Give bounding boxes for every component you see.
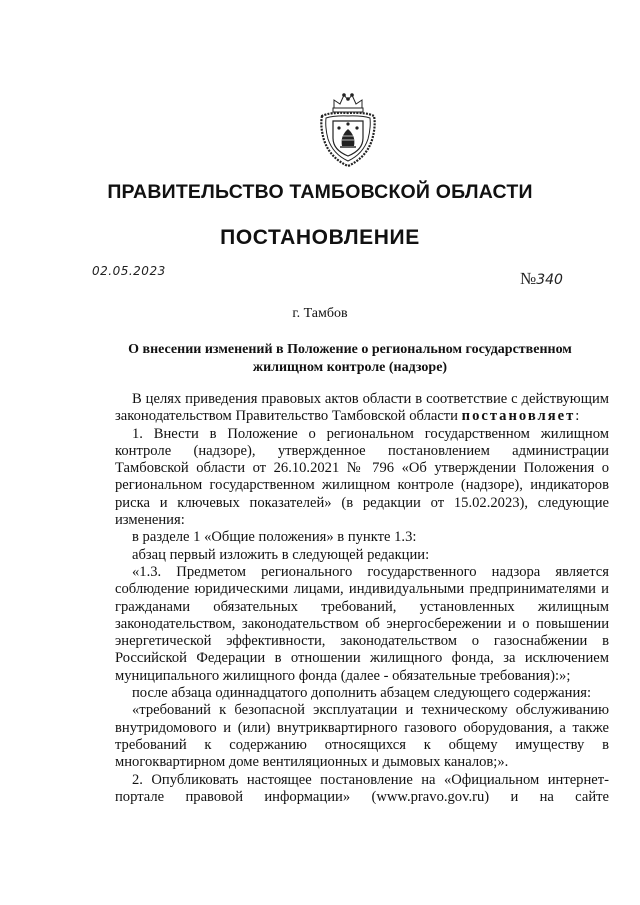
decree-date: 02.05.2023 bbox=[92, 264, 166, 278]
paragraph-1: 1. Внести в Положение о региональном государственном жилищном контроле (надзоре), утвержденное постановлением администрации Тамбовской области от 26.10.2021 № 796 «Об утверждении Положения о региональном государственном жилищном контроле (надзоре), индикаторов риска и ключевых показателей» (в редакции от 15.02.2023), следующие изменения: bbox=[115, 425, 609, 529]
intro-text: В целях приведения правовых актов области в соответствие с действующим законодательством Правительство Тамбовской области bbox=[115, 391, 609, 425]
number-prefix: № bbox=[520, 269, 537, 288]
intro-end: : bbox=[575, 408, 580, 425]
intro-paragraph bbox=[115, 391, 609, 426]
subject-line-1: О внесении изменений в Положение о региональном государственном bbox=[128, 342, 572, 357]
decree-body bbox=[115, 391, 609, 806]
paragraph-6: «требований к безопасной эксплуатации и техническому обслуживанию внутридомового и (или) внутриквартирного газового оборудования, а также требований к содержанию относящихся к общему имуществу в многоквартирном доме вентиляционных и дымовых каналов;». bbox=[115, 702, 609, 771]
coat-of-arms-icon bbox=[316, 92, 380, 170]
decree-number bbox=[520, 269, 563, 289]
paragraph-2: в разделе 1 «Общие положения» в пункте 1.3: bbox=[132, 529, 417, 546]
intro-keyword: постановляет bbox=[461, 408, 576, 425]
decree-subject bbox=[100, 341, 600, 377]
number-value: 340 bbox=[536, 272, 563, 288]
document-type: ПОСТАНОВЛЕНИЕ bbox=[220, 226, 420, 249]
paragraph-5: после абзаца одиннадцатого дополнить абзацем следующего содержания: bbox=[132, 685, 592, 702]
city: г. Тамбов bbox=[292, 306, 348, 321]
paragraph-3: абзац первый изложить в следующей редакции: bbox=[132, 546, 430, 563]
government-name: ПРАВИТЕЛЬСТВО ТАМБОВСКОЙ ОБЛАСТИ bbox=[107, 181, 533, 203]
paragraph-7: 2. Опубликовать настоящее постановление на «Официальном интернет-портале правовой информации» (www.pravo.gov.ru) и на сайте bbox=[115, 771, 609, 805]
paragraph-4: «1.3. Предметом регионального государственного надзора является соблюдение юридическими лицами, индивидуальными предпринимателями и гражданами обязательных требований, установленных жилищным законодательством, законодательством об энергосбережении и о повышении энергетической эффективности, законодательством о газоснабжении в Российской Федерации в отношении жилищного фонда, за исключением муниципального жилищного фонда (далее - обязательные требования):»; bbox=[115, 563, 609, 684]
subject-line-2: жилищном контроле (надзоре) bbox=[252, 360, 448, 375]
